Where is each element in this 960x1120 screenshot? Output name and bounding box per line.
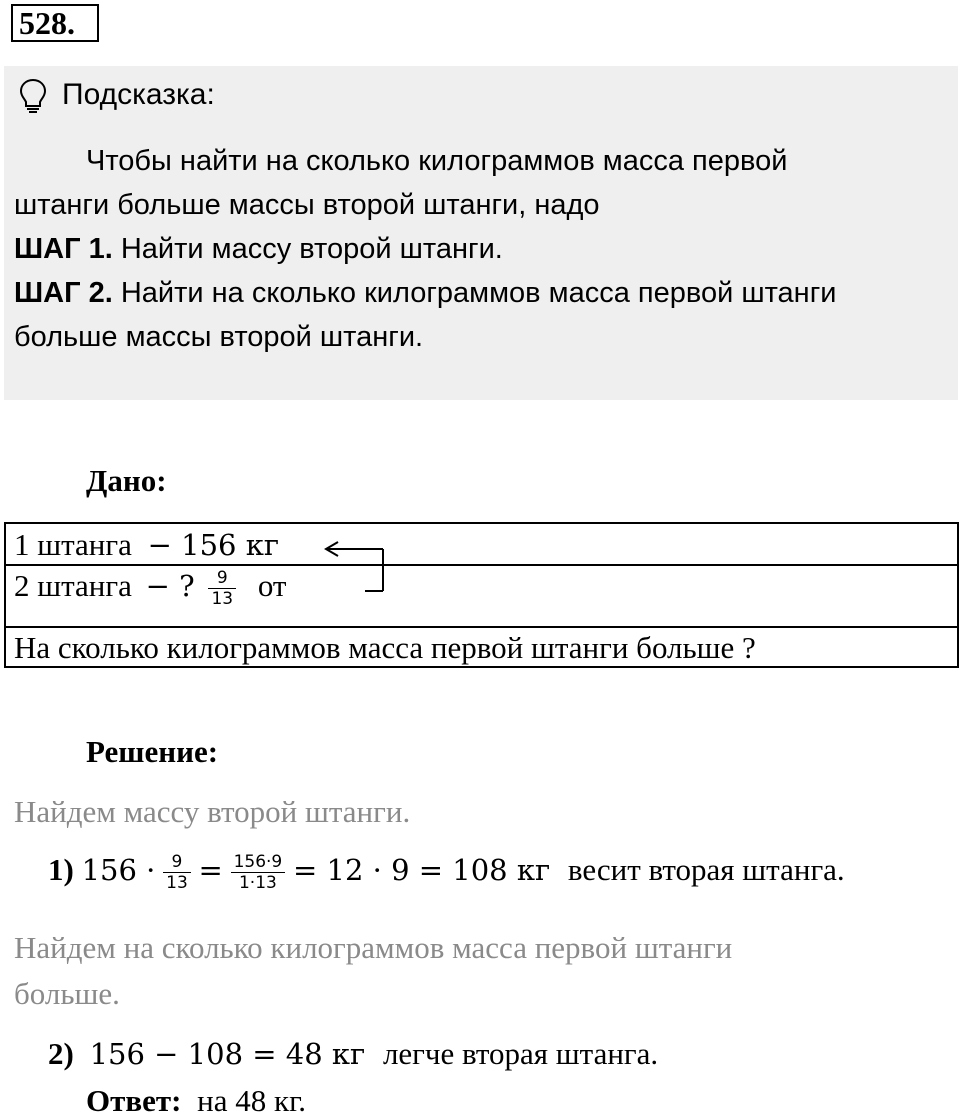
hint-line-2: штанги больше массы второй штанги, надо [14,189,600,221]
solution-note-2-line-2: больше. [14,976,120,1011]
answer-label: Ответ: [86,1083,182,1118]
fraction-denominator: 13 [211,589,234,610]
step-1-number: 1) [48,852,74,887]
lightbulb-icon [18,78,48,114]
given-row-2-suffix: от [257,568,287,603]
given-row-2-value: − ? [145,569,195,603]
hint-step-1 [14,227,503,271]
given-title: Дано: [86,463,167,498]
step-1-expression-end: = 12 · 9 = 108 кг [293,853,551,887]
solution-title: Решение: [86,734,219,769]
answer [86,1083,306,1119]
fraction-numerator: 9 [208,568,236,589]
given-row-2 [14,568,286,609]
fraction-numerator: 156·9 [231,852,286,873]
hint-step-1-text: Найти массу второй штанги. [120,233,503,265]
step-1-fraction-2 [231,852,286,893]
solution-step-1 [48,852,845,893]
given-row-2-name: 2 штанга [14,568,132,603]
fraction-numerator: 9 [163,852,191,873]
given-row-1 [14,527,279,563]
step-2-text: легче вторая штанга. [382,1036,659,1071]
answer-text: на 48 кг. [197,1083,307,1118]
hint-line-1: Чтобы найти на сколько килограммов масса первой [86,145,788,177]
hint-step-2-text: Найти на сколько килограммов масса первой штанги [120,277,837,309]
step-1-text: весит вторая штанга. [567,852,845,887]
step-2-expression: 156 − 108 = 48 кг [89,1037,366,1071]
relation-arrow-icon [320,536,390,596]
fraction-denominator: 13 [166,873,188,894]
problem-number: 528. [11,4,99,42]
solution-note-2-line-1: Найдем на сколько килограммов масса первой штанги [14,930,733,965]
solution-step-2 [48,1036,658,1072]
given-row-1-name: 1 штанга [14,527,132,562]
given-row-3: На сколько килограммов масса первой штанги больше ? [14,630,756,665]
step-1-expression-start: 156 · [81,853,156,887]
hint-step-2-label: ШАГ 2. [14,277,113,309]
step-1-fraction-1 [163,852,191,893]
given-row-1-value: − 156 кг [147,528,280,562]
step-1-equals: = [198,853,223,887]
hint-step-1-label: ШАГ 1. [14,233,113,265]
fraction-denominator: 1·13 [238,873,277,894]
step-2-number: 2) [48,1036,74,1071]
hint-title: Подсказка: [62,78,215,111]
hint-step-2-continued: больше массы второй штанги. [14,321,424,353]
solution-note-1: Найдем массу второй штанги. [14,794,411,829]
table-divider [6,564,957,566]
table-divider [6,626,957,628]
hint-step-2 [14,271,836,315]
given-row-2-fraction [208,568,236,609]
